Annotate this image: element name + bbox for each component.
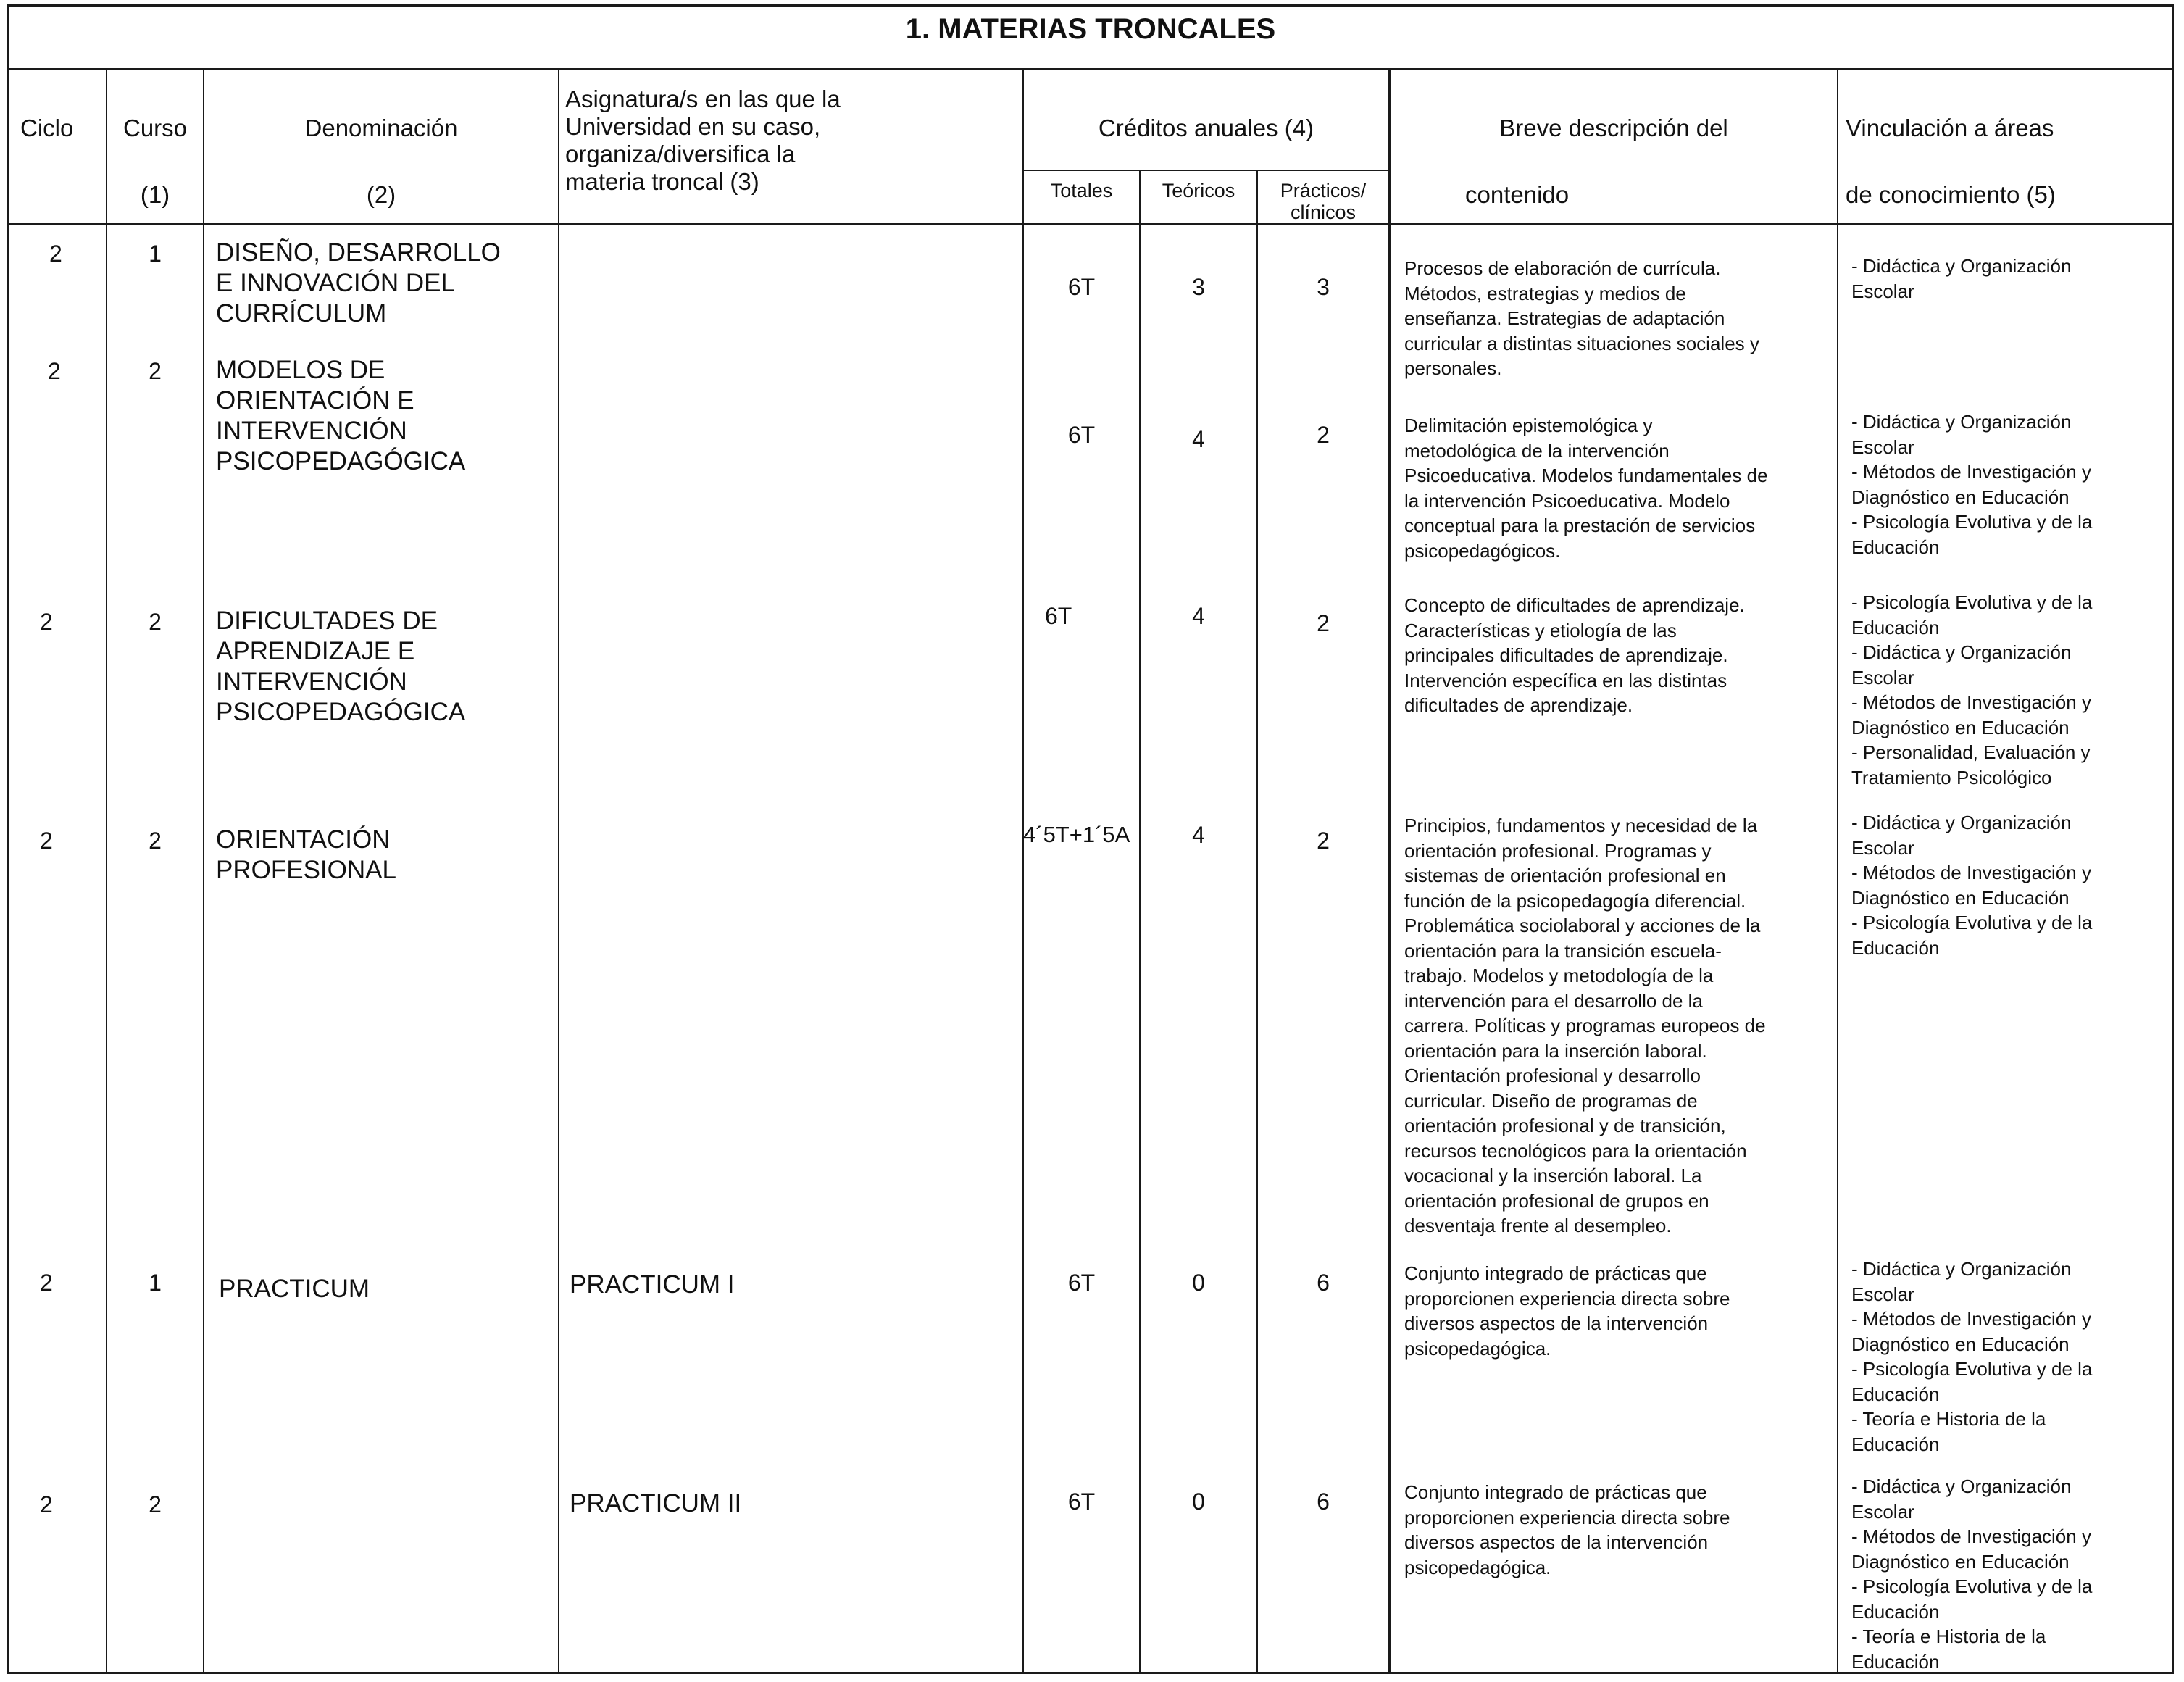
cell-areas: - Didáctica y Organización Escolar - Métodos de Investigación y Diagnóstico en Educación - Psicología Evolutiva y de la Educación [1851,812,2093,959]
cell-totales: 6T [1067,1489,1096,1515]
cell-denominacion: DIFICULTADES DE APRENDIZAJE E INTERVENCIÓN PSICOPEDAGÓGICA [216,607,466,726]
cell-curso: 2 [149,609,162,635]
header-denominacion: Denominación [304,115,458,141]
header-creditos: Créditos anuales (4) [1098,115,1314,141]
col-divider-totales [1139,170,1141,1674]
cell-asignatura: PRACTICUM I [570,1270,735,1299]
col-divider-teoricos [1256,170,1258,1674]
cell-teoricos: 4 [1192,822,1205,848]
col-divider-descripcion [1837,70,1838,1674]
cell-ciclo: 2 [40,1270,53,1296]
header-ciclo: Ciclo [20,115,74,141]
header-divider [7,223,2174,225]
col-divider-asignatura [1022,70,1024,1674]
cell-curso: 2 [149,1491,162,1517]
header-vinculacion: Vinculación a áreas [1846,115,2054,141]
col-divider-practicos [1388,70,1391,1674]
cell-practicos: 3 [1317,274,1330,300]
cell-descripcion: Procesos de elaboración de currícula. Métodos, estrategias y medios de enseñanza. Estrategias de adaptación curricular a distintas situaciones sociales y personales. [1404,257,1759,379]
cell-curso: 2 [149,358,162,384]
table-title: 1. MATERIAS TRONCALES [905,13,1276,45]
col-divider-denominacion [558,70,559,1674]
cell-teoricos: 0 [1192,1270,1205,1296]
cell-practicos: 6 [1317,1489,1330,1515]
cell-teoricos: 4 [1192,603,1205,629]
cell-teoricos: 0 [1192,1489,1205,1515]
cell-areas: - Didáctica y Organización Escolar - Métodos de Investigación y Diagnóstico en Educación - Psicología Evolutiva y de la Educación [1851,411,2093,558]
cell-areas: - Didáctica y Organización Escolar [1851,255,2072,302]
cell-areas: - Didáctica y Organización Escolar - Métodos de Investigación y Diagnóstico en Educación - Psicología Evolutiva y de la Educación - Teoría e Historia de la Educación [1851,1475,2093,1673]
cell-practicos: 2 [1317,422,1330,448]
header-vinculacion-cont: de conocimiento (5) [1846,181,2056,208]
col-divider-curso [203,70,204,1674]
cell-totales: 4´5T+1´5A [1023,822,1130,847]
cell-descripcion: Conjunto integrado de prácticas que proporcionen experiencia directa sobre diversos aspectos de la intervención psicopedagógica. [1404,1481,1730,1578]
cell-practicos: 2 [1317,828,1330,854]
cell-areas: - Didáctica y Organización Escolar - Métodos de Investigación y Diagnóstico en Educación - Psicología Evolutiva y de la Educación - Teoría e Historia de la Educación [1851,1258,2093,1455]
cell-descripcion: Conjunto integrado de prácticas que proporcionen experiencia directa sobre diversos aspectos de la intervención psicopedagógica. [1404,1262,1730,1360]
cell-denominacion: DISEÑO, DESARROLLO E INNOVACIÓN DEL CURRÍCULUM [216,238,501,328]
cell-totales: 6T [1067,274,1096,300]
header-practicos: Prácticos/ clínicos [1280,180,1367,223]
cell-practicos: 6 [1317,1270,1330,1296]
cell-totales: 6T [1067,422,1096,448]
cell-practicos: 2 [1317,610,1330,636]
troncales-table [7,4,2175,1675]
cell-ciclo: 2 [40,1491,53,1517]
cell-ciclo: 2 [48,358,61,384]
col-divider-ciclo [106,70,107,1674]
cell-teoricos: 4 [1192,426,1205,452]
cell-teoricos: 3 [1192,274,1205,300]
cell-areas: - Psicología Evolutiva y de la Educación - Didáctica y Organización Escolar - Métodos de Investigación y Diagnóstico en Educación - Personalidad, Evaluación y Tratamiento Psicológico [1851,591,2093,788]
cell-descripcion: Delimitación epistemológica y metodológica de la intervención Psicoeducativa. Modelos fundamentales de la intervención Psicoeducativa. Modelo conceptual para la prestación de servicios psicopedagógicos. [1404,415,1768,562]
header-curso: Curso [122,115,188,141]
header-descripcion-cont: contenido [1465,181,1570,208]
cell-ciclo: 2 [40,828,53,854]
header-denominacion-note: (2) [366,181,396,208]
header-descripcion: Breve descripción del [1499,115,1728,141]
cell-curso: 2 [149,828,162,854]
cell-curso: 1 [149,241,162,267]
cell-descripcion: Principios, fundamentos y necesidad de la orientación profesional. Programas y sistemas de orientación profesional en función de la psicopedagogía diferencial. Problemática sociolaboral y acciones de la orientación para la transición escuela- trabajo. Modelos y metodología de la intervención para el desarrollo de la carrera. Políticas y programas europeos de orientación para la inserción laboral. Orientación profesional y desarrollo curricular. Diseño de programas de orientación profesional y de transición, recursos tecnológicos para la orientación vocacional y la inserción laboral. La orientación profesional de grupos en desventaja frente al desempleo. [1404,815,1766,1236]
cell-descripcion: Concepto de dificultades de aprendizaje. Características y etiología de las principales dificultades de aprendizaje. Intervención específica en las distintas dificultades de aprendizaje. [1404,594,1745,716]
cell-denominacion: ORIENTACIÓN PROFESIONAL [216,825,396,884]
cell-totales: 6T [1067,1270,1096,1296]
header-teoricos: Teóricos [1162,180,1235,201]
cell-denominacion: MODELOS DE ORIENTACIÓN E INTERVENCIÓN PSICOPEDAGÓGICA [216,356,466,475]
cell-asignatura: PRACTICUM II [570,1489,742,1517]
cell-ciclo: 2 [40,609,53,635]
header-asignatura: Asignatura/s en las que la Universidad en su caso, organiza/diversifica la materia troncal (3) [565,86,841,195]
cell-totales: 6T [1045,603,1072,629]
credits-subheader-divider [1022,170,1390,171]
cell-curso: 1 [149,1270,162,1296]
cell-ciclo: 2 [49,241,62,267]
header-curso-note: (1) [140,181,170,208]
title-divider [7,68,2174,70]
header-totales: Totales [1050,180,1113,201]
cell-denominacion: PRACTICUM [219,1275,370,1303]
